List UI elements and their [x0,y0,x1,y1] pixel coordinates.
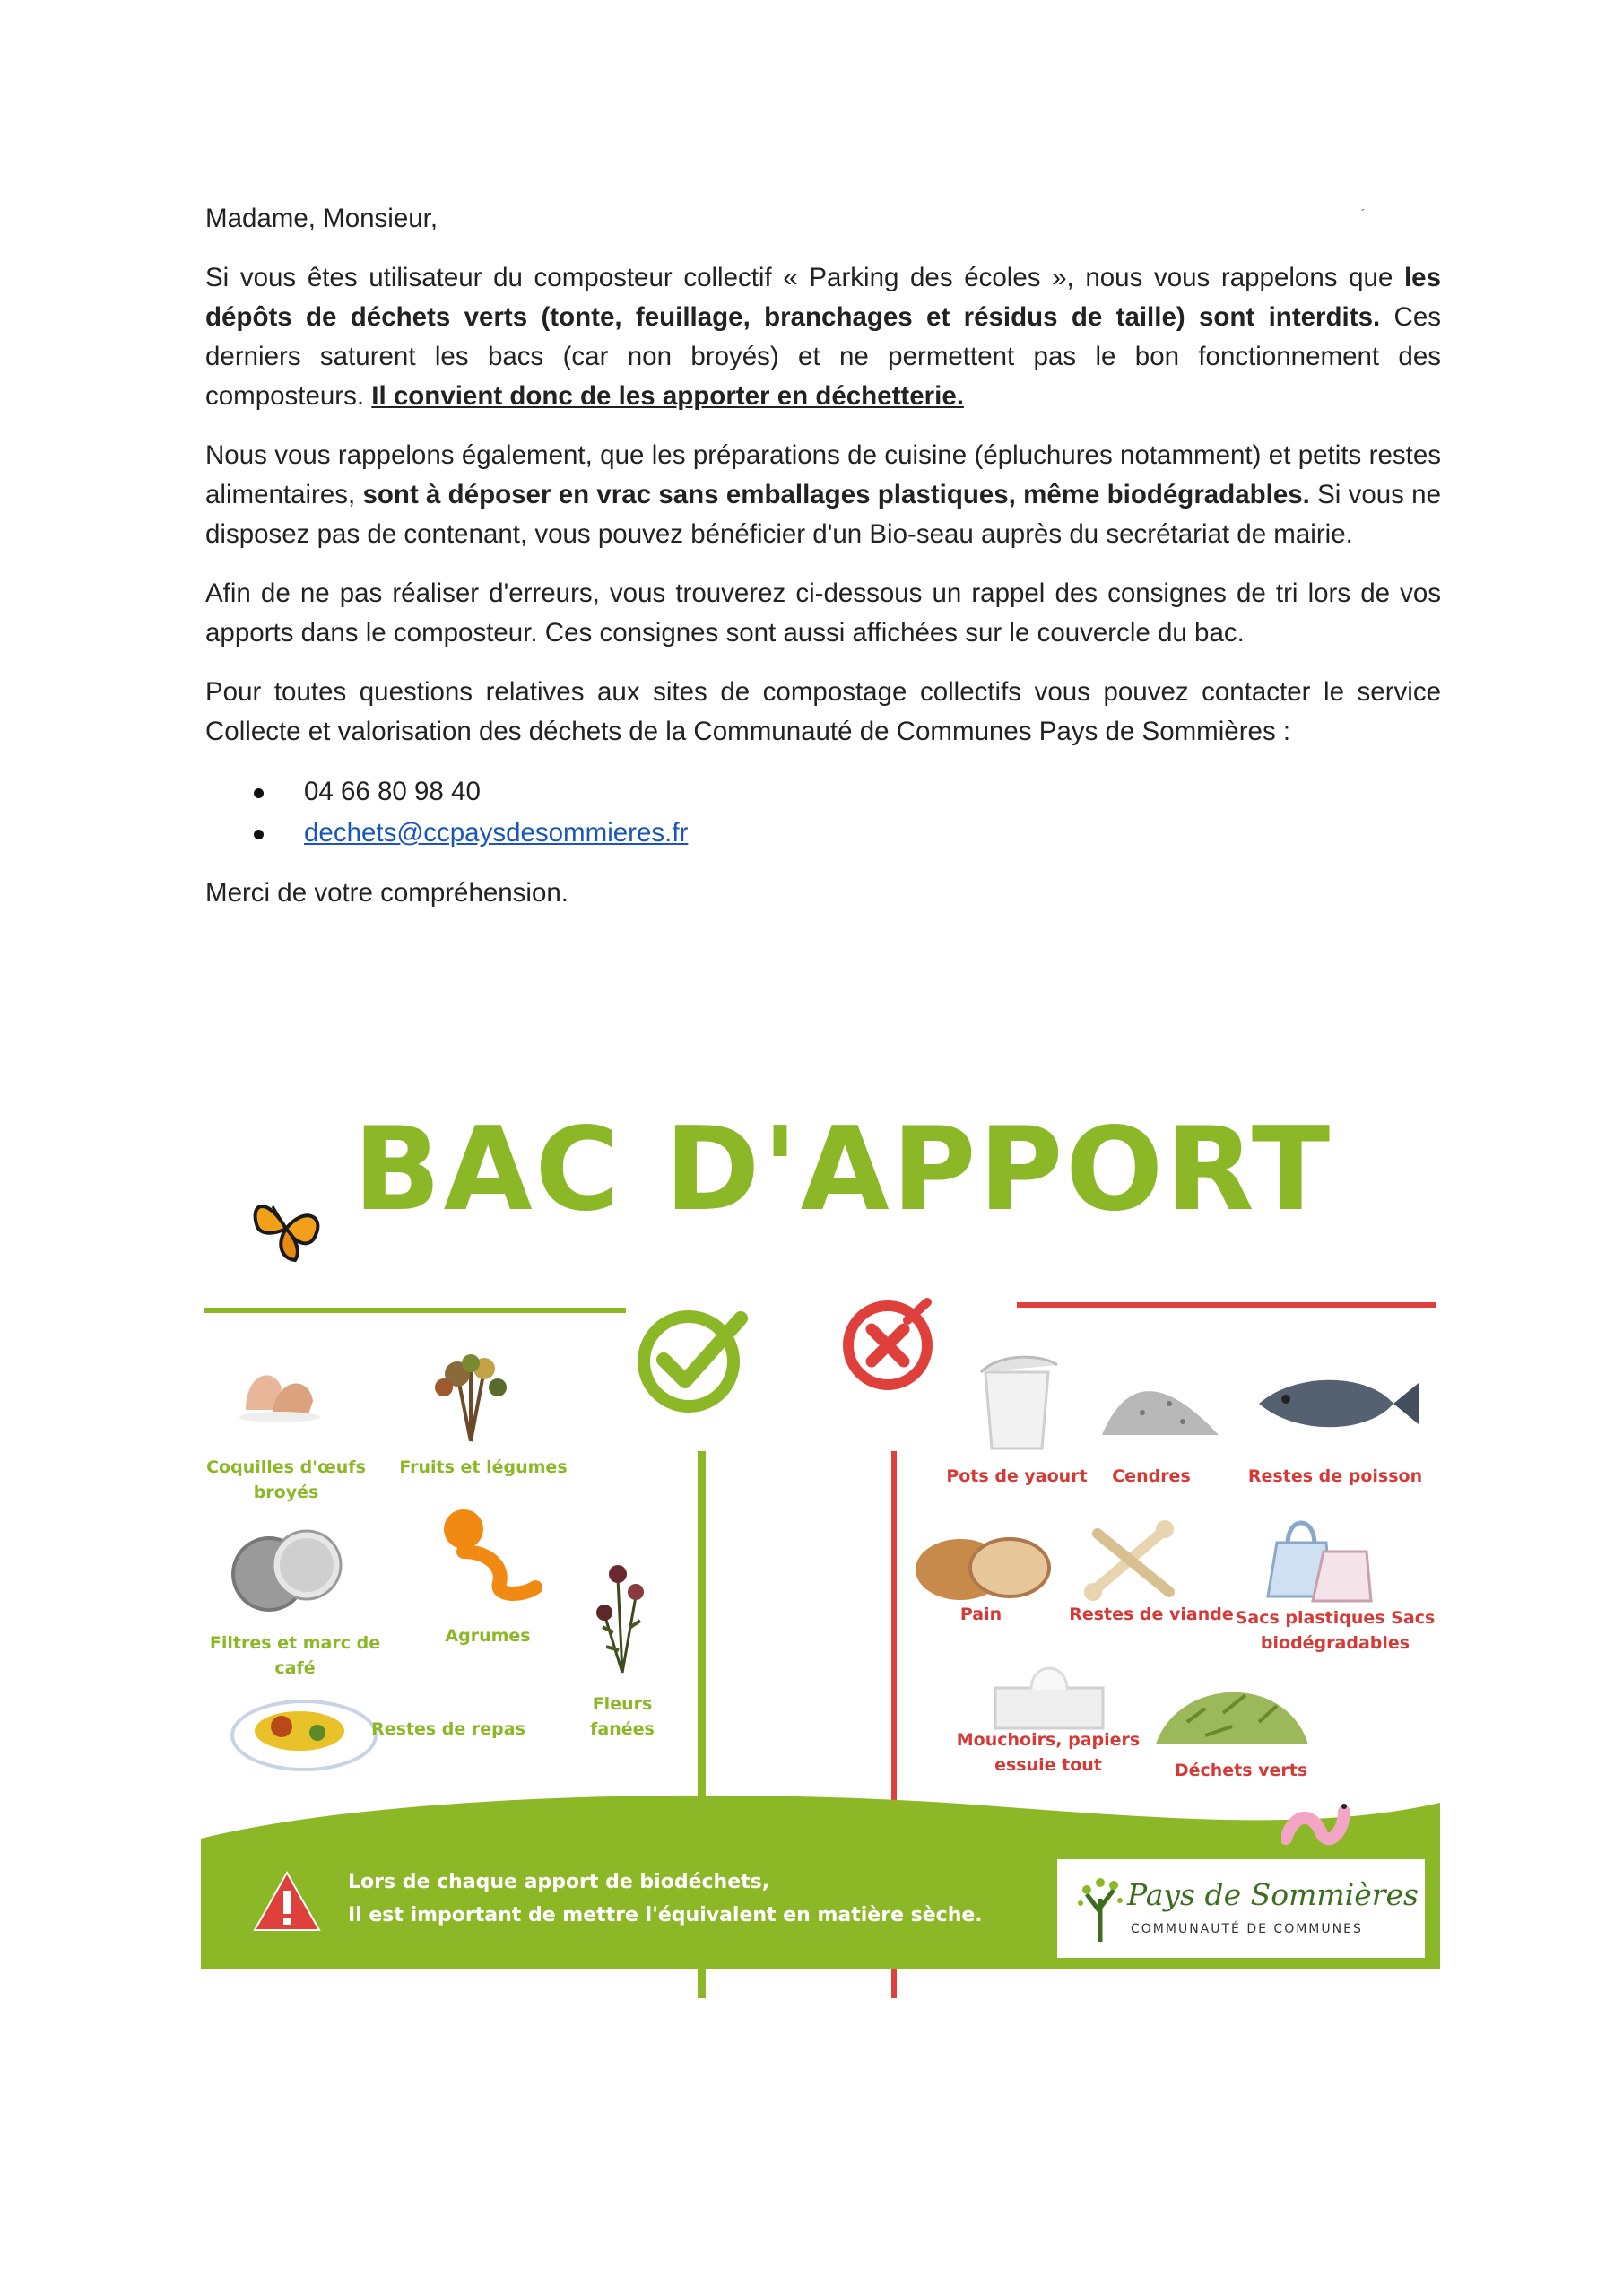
vegetables-icon [421,1338,520,1446]
p1-bold-interdits: les dépôts de déchets verts (tonte, feuillage, branchages et résidus de taille) sont interdits. [205,263,1441,332]
meal-leftovers-icon [228,1686,380,1776]
closing: Merci de votre compréhension. [205,878,568,908]
contact-email-item [205,813,1441,854]
label-pain: Pain [959,1605,1002,1624]
p1-text-a: Si vous êtes utilisateur du composteur collectif « Parking des écoles », nous vous rappelons que [205,263,1404,292]
citrus-peel-icon [423,1498,549,1605]
compost-poster [201,1103,1440,1964]
eggshell-icon [228,1347,326,1428]
check-icon [635,1293,760,1419]
label-viande: Restes de viande [1069,1605,1234,1624]
red-divider-line [1017,1302,1436,1308]
scan-mark: ´ [1361,206,1366,221]
logo-subtitle: COMMUNAUTÉ DE COMMUNES [1131,1922,1363,1936]
worm-icon [1281,1794,1353,1848]
label-coquilles: Coquilles d'œufs broyés [206,1457,366,1502]
butterfly-icon [246,1188,326,1269]
ashes-icon [1098,1363,1223,1444]
label-fruits: Fruits et légumes [399,1457,568,1477]
label-filtres: Filtres et marc de café [209,1633,381,1678]
label-repas: Restes de repas [371,1719,525,1739]
email-link[interactable]: dechets@ccpaysdesommieres.fr [304,818,689,848]
pays-de-sommieres-logo [1057,1859,1425,1958]
bread-icon [911,1525,1055,1605]
contact-phone: 04 66 80 98 40 [205,771,1441,813]
p2-text-c: Si vous ne disposez pas de contenant, vous pouvez bénéficier d'un Bio-seau auprès du secrétariat de mairie. [205,480,1441,549]
coffee-filter-icon [226,1525,352,1614]
warning-icon [251,1866,323,1937]
tree-logo-icon [1073,1872,1127,1944]
letter-body [205,199,1441,933]
salutation: Madame, Monsieur, [205,204,438,233]
p1-bold-dechetterie: Il convient donc de les apporter en déchetterie. [371,381,964,411]
cross-icon [838,1293,945,1401]
warning-message [348,1866,983,1932]
warning-line-2: Il est important de mettre l'équivalent en matière sèche. [348,1904,983,1926]
fish-icon [1250,1372,1420,1435]
yogurt-pot-icon [972,1345,1062,1453]
tissues-icon [986,1652,1112,1733]
label-agrumes: Agrumes [445,1626,531,1646]
label-cendres: Cendres [1112,1466,1191,1486]
paragraph-4: Pour toutes questions relatives aux sites de compostage collectifs vous pouvez contacter le service Collecte et valorisation des déchets de la Communauté de Communes Pays de Sommières : [205,677,1441,746]
label-dechets-verts: Déchets verts [1174,1761,1308,1780]
label-fleurs: Fleurs fanées [590,1694,655,1739]
logo-name: Pays de Sommières [1127,1877,1419,1912]
paragraph-2 [205,436,1441,554]
label-sacs: Sacs plastiques Sacs biodégradables [1235,1608,1436,1653]
warning-line-1: Lors de chaque apport de biodéchets, [348,1871,770,1893]
green-divider-line [204,1308,626,1313]
wilted-flowers-icon [586,1543,658,1677]
bags-icon [1259,1507,1376,1605]
p2-text-a: Nous vous rappelons également, que les préparations de cuisine (épluchures notamment) et petits restes alimentaires, [205,440,1441,509]
contact-list [205,771,1441,854]
p1-text-c: Ces derniers saturent les bacs (car non broyés) et ne permettent pas le bon fonctionnement des composteurs. [205,302,1441,411]
label-yaourt: Pots de yaourt [946,1466,1088,1486]
meat-bones-icon [1080,1507,1196,1605]
label-poisson: Restes de poisson [1247,1466,1423,1486]
p2-bold-vrac: sont à déposer en vrac sans emballages plastiques, même biodégradables. [362,480,1310,509]
label-mouchoirs: Mouchoirs, papiers essuie tout [956,1730,1141,1775]
green-waste-icon [1151,1659,1313,1749]
paragraph-1 [205,258,1441,416]
poster-title: BAC D'APPORT [353,1103,1333,1237]
paragraph-3: Afin de ne pas réaliser d'erreurs, vous trouverez ci-dessous un rappel des consignes de tri lors de vos apports dans le composteur. Ces consignes sont aussi affichées sur le couvercle du bac. [205,578,1441,648]
